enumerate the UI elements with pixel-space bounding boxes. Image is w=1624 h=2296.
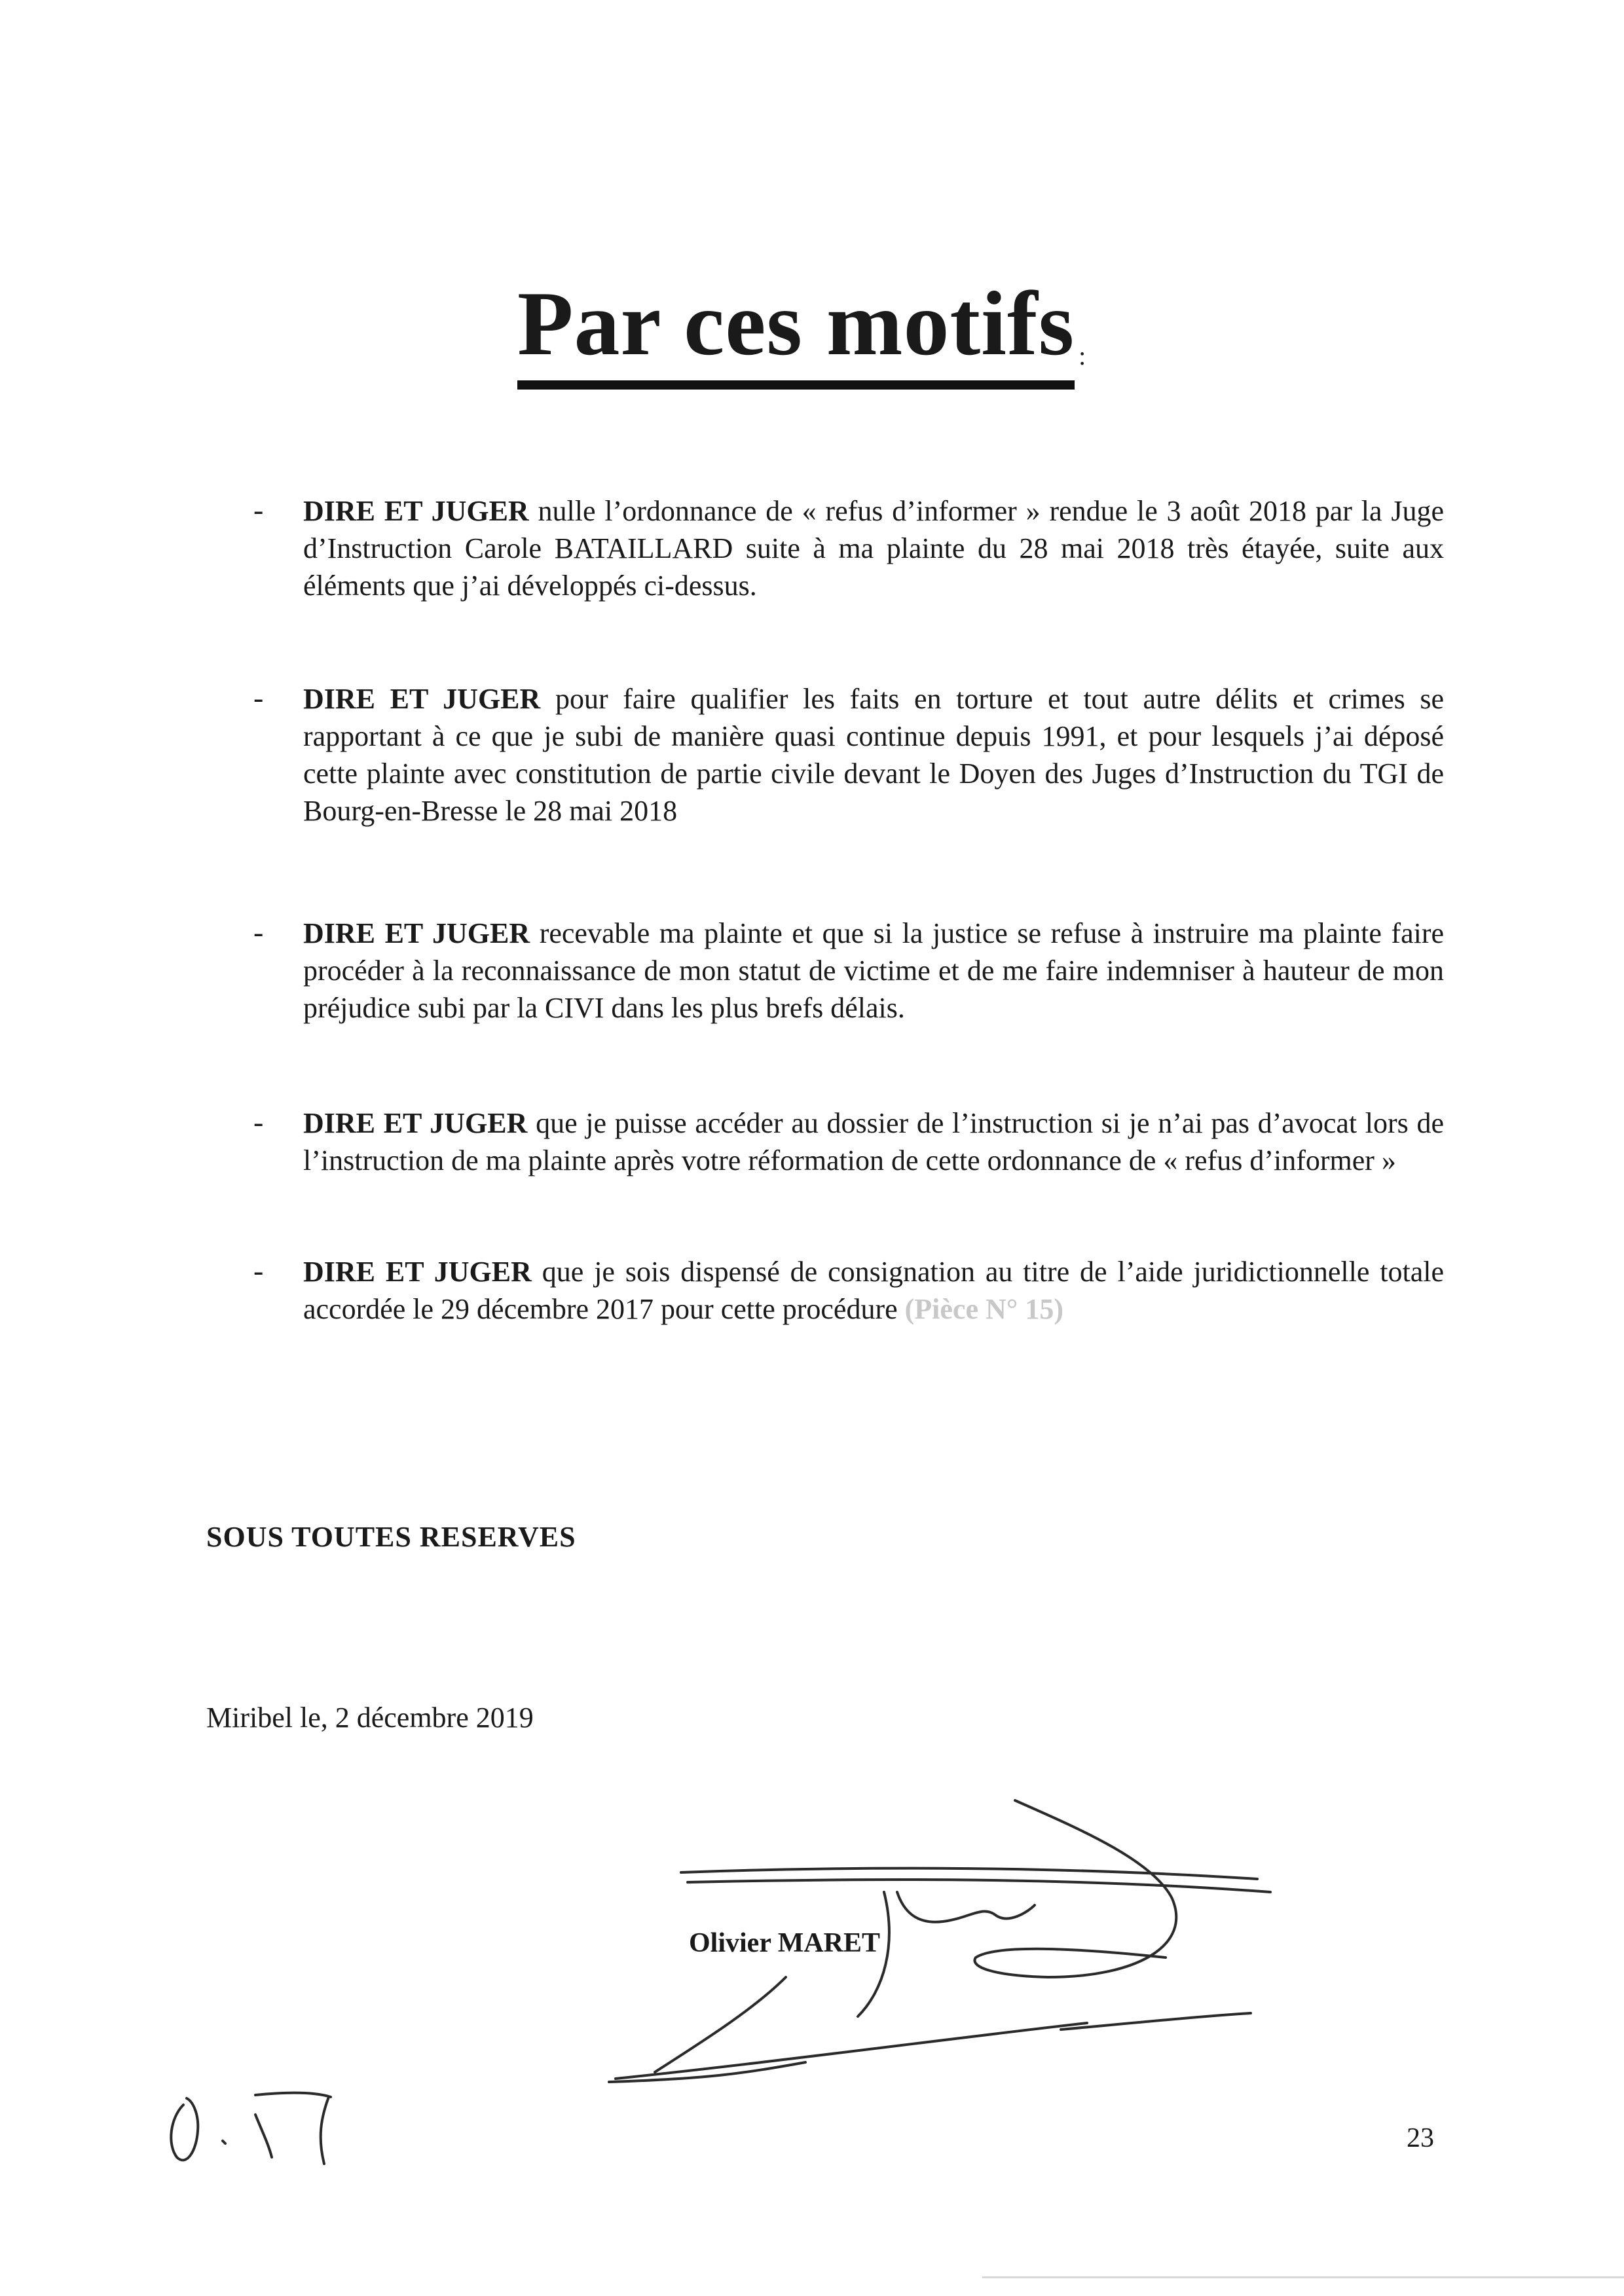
bullet-dash: - (253, 1105, 264, 1139)
signer-name: Olivier MARET (689, 1928, 881, 1958)
piece-reference: (Pièce N° 15) (904, 1293, 1064, 1325)
claim-keyword: DIRE ET JUGER (303, 917, 530, 949)
bullet-dash: - (253, 1254, 264, 1287)
claim-body: que je puisse accéder au dossier de l’instruction si je n’ai pas d’avocat lors de l’instruction de ma plainte après votre réformation de cette ordonnance de « refus d’informer » (303, 1107, 1444, 1176)
page-title: Par ces motifs (517, 278, 1075, 390)
claim-text (303, 915, 1444, 1027)
claim-body: nulle l’ordonnance de « refus d’informer » rendue le 3 août 2018 par la Juge d’Instruction Carole BATAILLARD suite à ma plainte du 28 mai 2018 très étayée, suite aux éléments que j’ai développés ci-dessus. (303, 495, 1445, 602)
handwritten-initials (157, 2079, 373, 2177)
claim-body: recevable ma plainte et que si la justice se refuse à instruire ma plainte faire procéder à la reconnaissance de mon statut de victime et de me faire indemniser à hauteur de mon préjudice subi par la CIVI dans les plus brefs délais. (303, 917, 1445, 1024)
claim-text (303, 1104, 1444, 1179)
claim-text (303, 492, 1444, 604)
claim-item-2 (246, 680, 1444, 858)
claim-item-1 (246, 492, 1444, 633)
title-colon: : (1079, 341, 1086, 371)
reserves-statement: SOUS TOUTES RESERVES (206, 1521, 576, 1553)
claim-keyword: DIRE ET JUGER (303, 683, 541, 715)
claim-keyword: DIRE ET JUGER (303, 1107, 528, 1139)
claim-item-3 (246, 915, 1444, 1055)
bullet-dash: - (253, 681, 264, 714)
claim-body: que je sois dispensé de consignation au titre de l’aide juridictionnelle totale accordée le 29 décembre 2017 pour cette procédure (303, 1256, 1444, 1325)
bullet-dash: - (253, 493, 264, 526)
scan-edge-line (982, 2276, 1624, 2278)
claim-keyword: DIRE ET JUGER (303, 495, 529, 527)
bullet-dash: - (253, 915, 264, 949)
claim-text (303, 680, 1444, 829)
claim-keyword: DIRE ET JUGER (303, 1256, 532, 1288)
place-date: Miribel le, 2 décembre 2019 (206, 1702, 534, 1734)
claim-body: pour faire qualifier les faits en torture et tout autre délits et crimes se rapportant à ce que je subi de manière quasi continue depuis 1991, et pour lesquels j’ai déposé cette plainte avec constitution de partie civile devant le Doyen des Juges d’Instruction du TGI de Bourg-en-Bresse le 28 mai 2018 (303, 683, 1445, 827)
page-heading (517, 273, 1086, 390)
page-number: 23 (1407, 2123, 1434, 2153)
claim-item-5 (246, 1253, 1444, 1357)
claim-text (303, 1253, 1444, 1328)
claim-item-4 (246, 1104, 1444, 1208)
